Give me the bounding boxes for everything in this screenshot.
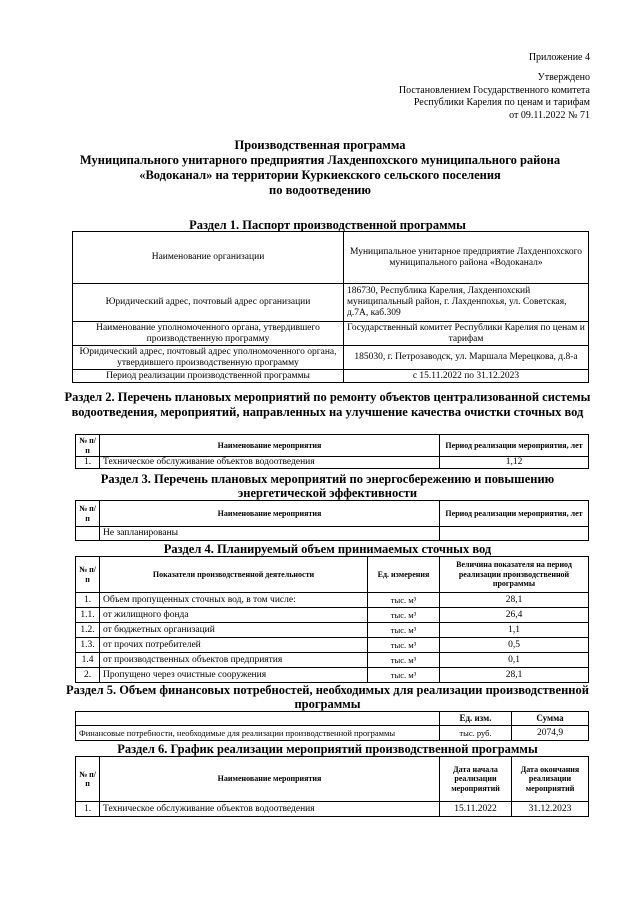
row-name: от производственных объектов предприятия bbox=[100, 653, 368, 668]
approval-line-1: Постановлением Государственного комитета bbox=[398, 84, 590, 96]
col-name-header: Наименование мероприятия bbox=[100, 501, 440, 527]
row-start: 15.11.2022 bbox=[440, 802, 512, 817]
schedule-table bbox=[75, 756, 589, 817]
table-header-row bbox=[76, 757, 589, 802]
passport-value: Государственный комитет Республики Карелия по ценам и тарифам bbox=[344, 322, 589, 346]
row-num: 1.4 bbox=[76, 653, 100, 668]
col-start-header: Дата начала реализации мероприятий bbox=[440, 757, 512, 802]
row-unit: тыс. м³ bbox=[368, 653, 440, 668]
approval-line-2: Республики Карелия по ценам и тарифам bbox=[413, 97, 590, 108]
table-row bbox=[73, 370, 589, 383]
col-unit-header: Ед. изм. bbox=[440, 712, 512, 726]
row-name: от бюджетных организаций bbox=[100, 623, 368, 638]
table-row bbox=[76, 593, 589, 608]
section2-heading: Раздел 2. Перечень плановых мероприятий по ремонту объектов централизованной системы водоотведения, мероприятий, направленных на улучшение качества очистки сточных вод bbox=[64, 390, 591, 419]
passport-label: Юридический адрес, почтовый адрес уполномоченного органа, утвердившего производственную программу bbox=[73, 346, 344, 370]
table-row bbox=[76, 608, 589, 623]
section5-heading: Раздел 5. Объем финансовых потребностей, необходимых для реализации производственной программы bbox=[66, 683, 589, 711]
passport-label: Период реализации производственной программы bbox=[73, 370, 344, 383]
wastewater-volume-table bbox=[75, 556, 589, 683]
passport-value: Муниципальное унитарное предприятие Лахденпохского муниципального района «Водоканал» bbox=[344, 232, 589, 284]
row-unit: тыс. м³ bbox=[368, 638, 440, 653]
col-sum-header: Сумма bbox=[512, 712, 589, 726]
table-row bbox=[73, 284, 589, 322]
row-num: 1. bbox=[76, 802, 100, 817]
row-period: 1,12 bbox=[440, 457, 589, 469]
row-end: 31.12.2023 bbox=[512, 802, 589, 817]
passport-label: Юридический адрес, почтовый адрес организации bbox=[73, 284, 344, 322]
col-period-header: Период реализации мероприятия, лет bbox=[440, 501, 589, 527]
row-unit: тыс. руб. bbox=[440, 726, 512, 741]
passport-value: 185030, г. Петрозаводск, ул. Маршала Мерецкова, д.8-а bbox=[344, 346, 589, 370]
row-num: 1.2. bbox=[76, 623, 100, 638]
approval-line-3: от 09.11.2022 № 71 bbox=[509, 109, 590, 121]
approval-block bbox=[399, 72, 590, 122]
row-period bbox=[440, 527, 589, 541]
table-row bbox=[76, 653, 589, 668]
col-name-header: Показатели производственной деятельности bbox=[100, 557, 368, 593]
row-label: Финансовые потребности, необходимые для реализации производственной программы bbox=[76, 726, 440, 741]
col-name-header: Наименование мероприятия bbox=[100, 757, 440, 802]
table-header-row bbox=[76, 435, 589, 457]
col-num-header: № п/п bbox=[76, 501, 100, 527]
table-header-row bbox=[76, 501, 589, 527]
row-name: Техническое обслуживание объектов водоотведения bbox=[100, 802, 440, 817]
table-row bbox=[76, 802, 589, 817]
row-value: 0,1 bbox=[440, 653, 589, 668]
approved-label: Утверждено bbox=[537, 72, 590, 83]
col-unit-header: Ед. измерения bbox=[368, 557, 440, 593]
row-value: 28,1 bbox=[440, 593, 589, 608]
section1-heading: Раздел 1. Паспорт производственной программы bbox=[189, 218, 466, 232]
col-end-header: Дата окончания реализации мероприятий bbox=[512, 757, 589, 802]
table-header-row bbox=[76, 557, 589, 593]
empty-header-cell bbox=[76, 712, 440, 726]
appendix-label: Приложение 4 bbox=[528, 52, 590, 63]
row-value: 26,4 bbox=[440, 608, 589, 623]
row-num: 1.1. bbox=[76, 608, 100, 623]
row-sum: 2074,9 bbox=[512, 726, 589, 741]
table-row bbox=[76, 457, 589, 469]
passport-value: с 15.11.2022 по 31.12.2023 bbox=[344, 370, 589, 383]
row-name: Техническое обслуживание объектов водоотведения bbox=[100, 457, 440, 469]
row-name: Объем пропущенных сточных вод, в том числе: bbox=[100, 593, 368, 608]
title-line-3: «Водоканал» на территории Куркиекского сельского поселения bbox=[139, 168, 501, 182]
section3-heading: Раздел 3. Перечень плановых мероприятий по энергосбережению и повышению энергетической эффективности bbox=[100, 472, 555, 500]
row-name: от прочих потребителей bbox=[100, 638, 368, 653]
row-unit: тыс. м³ bbox=[368, 668, 440, 683]
section6-heading: Раздел 6. График реализации мероприятий производственной программы bbox=[117, 742, 538, 756]
document-title bbox=[0, 138, 640, 198]
col-num-header: № п/п bbox=[76, 757, 100, 802]
passport-value: 186730, Республика Карелия, Лахденпохский муниципальный район, г. Лахденпохья, ул. Советская, д.7А, каб.309 bbox=[344, 284, 589, 322]
row-num: 1. bbox=[76, 457, 100, 469]
table-row bbox=[73, 322, 589, 346]
row-num: 1. bbox=[76, 593, 100, 608]
row-value: 1,1 bbox=[440, 623, 589, 638]
row-name: Пропущено через очистные сооружения bbox=[100, 668, 368, 683]
title-line-2: Муниципального унитарного предприятия Лахденпохского муниципального района bbox=[79, 153, 561, 167]
col-period-header: Период реализации мероприятия, лет bbox=[440, 435, 589, 457]
title-line-1: Производственная программа bbox=[234, 138, 406, 152]
col-value-header: Величина показателя на период реализации производственной программы bbox=[440, 557, 589, 593]
financial-needs-table bbox=[75, 711, 589, 741]
row-unit: тыс. м³ bbox=[368, 593, 440, 608]
row-value: 28,1 bbox=[440, 668, 589, 683]
passport-label: Наименование организации bbox=[73, 232, 344, 284]
repair-measures-table bbox=[75, 434, 589, 469]
table-row bbox=[76, 726, 589, 741]
table-row bbox=[73, 232, 589, 284]
energy-measures-table bbox=[75, 500, 589, 541]
table-row bbox=[76, 527, 589, 541]
table-row bbox=[76, 638, 589, 653]
section4-heading: Раздел 4. Планируемый объем принимаемых сточных вод bbox=[163, 542, 492, 556]
row-name: Не запланированы bbox=[100, 527, 440, 541]
row-num: 2. bbox=[76, 668, 100, 683]
table-row bbox=[76, 668, 589, 683]
table-row bbox=[73, 346, 589, 370]
passport-label: Наименование уполномоченного органа, утвердившего производственную программу bbox=[73, 322, 344, 346]
passport-table bbox=[72, 231, 589, 383]
row-unit: тыс. м³ bbox=[368, 608, 440, 623]
table-row bbox=[76, 623, 589, 638]
row-value: 0,5 bbox=[440, 638, 589, 653]
row-num: 1.3. bbox=[76, 638, 100, 653]
col-name-header: Наименование мероприятия bbox=[100, 435, 440, 457]
row-unit: тыс. м³ bbox=[368, 623, 440, 638]
row-num bbox=[76, 527, 100, 541]
col-num-header: № п/п bbox=[76, 557, 100, 593]
col-num-header: № п/п bbox=[76, 435, 100, 457]
table-header-row bbox=[76, 712, 589, 726]
title-line-4: по водоотведению bbox=[269, 183, 371, 197]
row-name: от жилищного фонда bbox=[100, 608, 368, 623]
